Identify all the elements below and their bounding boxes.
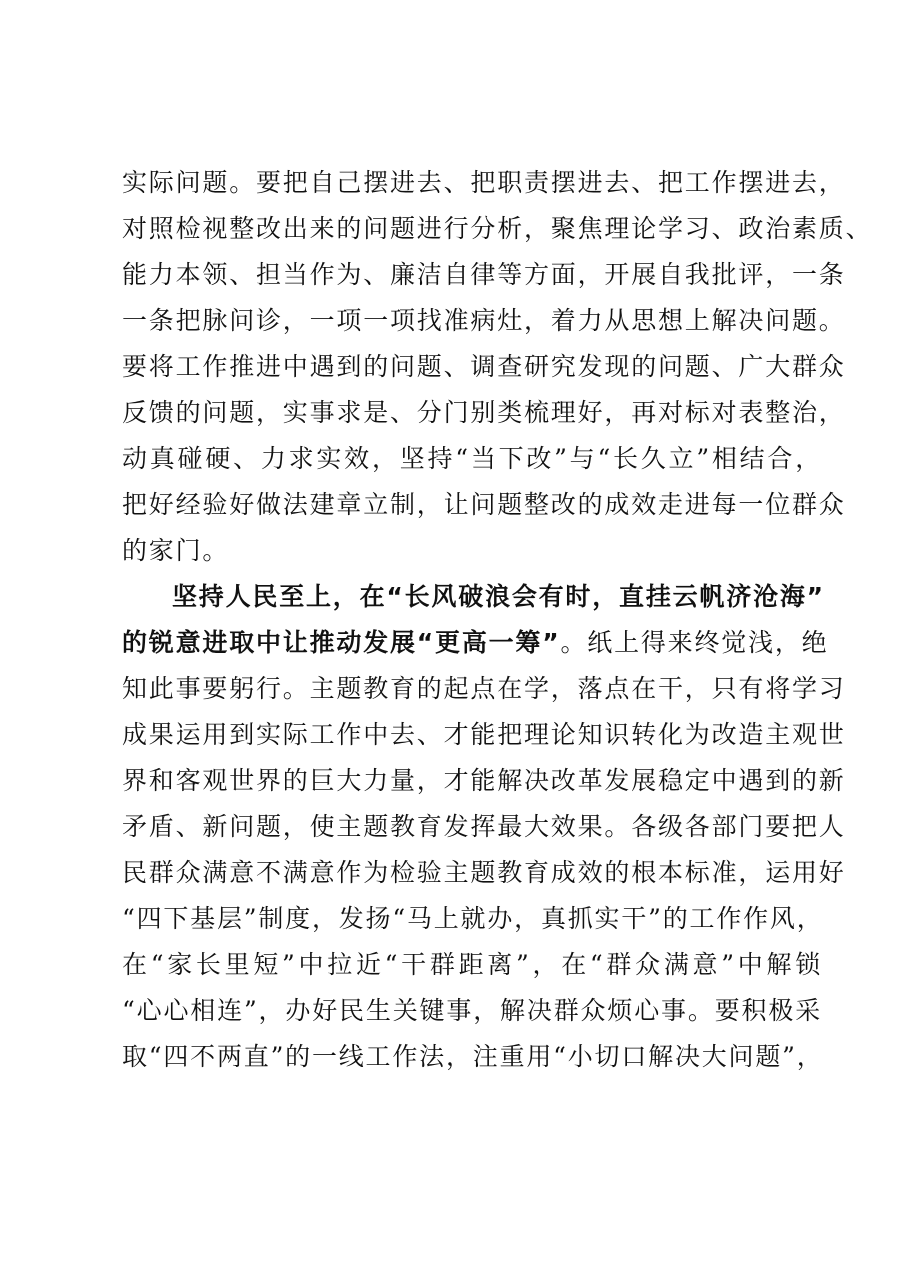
- text-line: 能力本领、担当作为、廉洁自律等方面，开展自我批评，一条: [122, 260, 846, 289]
- text-line: 在“家长里短”中拉近“干群距离”，在“群众满意”中解锁: [122, 950, 822, 979]
- paragraph-heading: 坚持人民至上，在“长风破浪会有时，直挂云帆济沧海”: [172, 582, 825, 611]
- text-line: 要将工作推进中遇到的问题、调查研究发现的问题、广大群众: [122, 352, 846, 381]
- document-body: [122, 160, 873, 1080]
- text-line: [122, 620, 829, 666]
- text-line: 动真碰硬、力求实效，坚持“当下改”与“长久立”相结合，: [122, 444, 822, 473]
- paragraph-1: [122, 160, 873, 574]
- text-line: “心心相连”，办好民生关键事，解决群众烦心事。要积极采: [122, 996, 822, 1025]
- text-line-rest: 。纸上得来终觉浅，绝: [560, 628, 829, 657]
- text-line: 民群众满意不满意作为检验主题教育成效的根本标准，运用好: [122, 858, 846, 887]
- text-line: 一条把脉问诊，一项一项找准病灶，着力从思想上解决问题。: [122, 306, 846, 335]
- text-line: 反馈的问题，实事求是、分门别类梳理好，再对标对表整治，: [122, 398, 846, 427]
- text-line: 把好经验好做法建章立制，让问题整改的成效走进每一位群众: [122, 490, 846, 519]
- text-line: 实际问题。要把自己摆进去、把职责摆进去、把工作摆进去，: [122, 168, 846, 197]
- paragraph-heading-continued: 的锐意进取中让推动发展“更高一筹”: [122, 628, 561, 657]
- text-line: 界和客观世界的巨大力量，才能解决改革发展稳定中遇到的新: [122, 766, 846, 795]
- text-line: 取“四不两直”的一线工作法，注重用“小切口解决大问题”，: [122, 1042, 824, 1071]
- text-line: “四下基层”制度，发扬“马上就办，真抓实干”的工作作风，: [122, 904, 824, 933]
- text-line: 矛盾、新问题，使主题教育发挥最大效果。各级各部门要把人: [122, 812, 846, 841]
- text-line: 知此事要躬行。主题教育的起点在学，落点在干，只有将学习: [122, 674, 846, 703]
- text-line: 成果运用到实际工作中去、才能把理论知识转化为改造主观世: [122, 720, 846, 749]
- text-line: 的家门。: [122, 536, 230, 565]
- paragraph-2: [122, 574, 846, 1080]
- text-line: 对照检视整改出来的问题进行分析，聚焦理论学习、政治素质、: [122, 214, 873, 243]
